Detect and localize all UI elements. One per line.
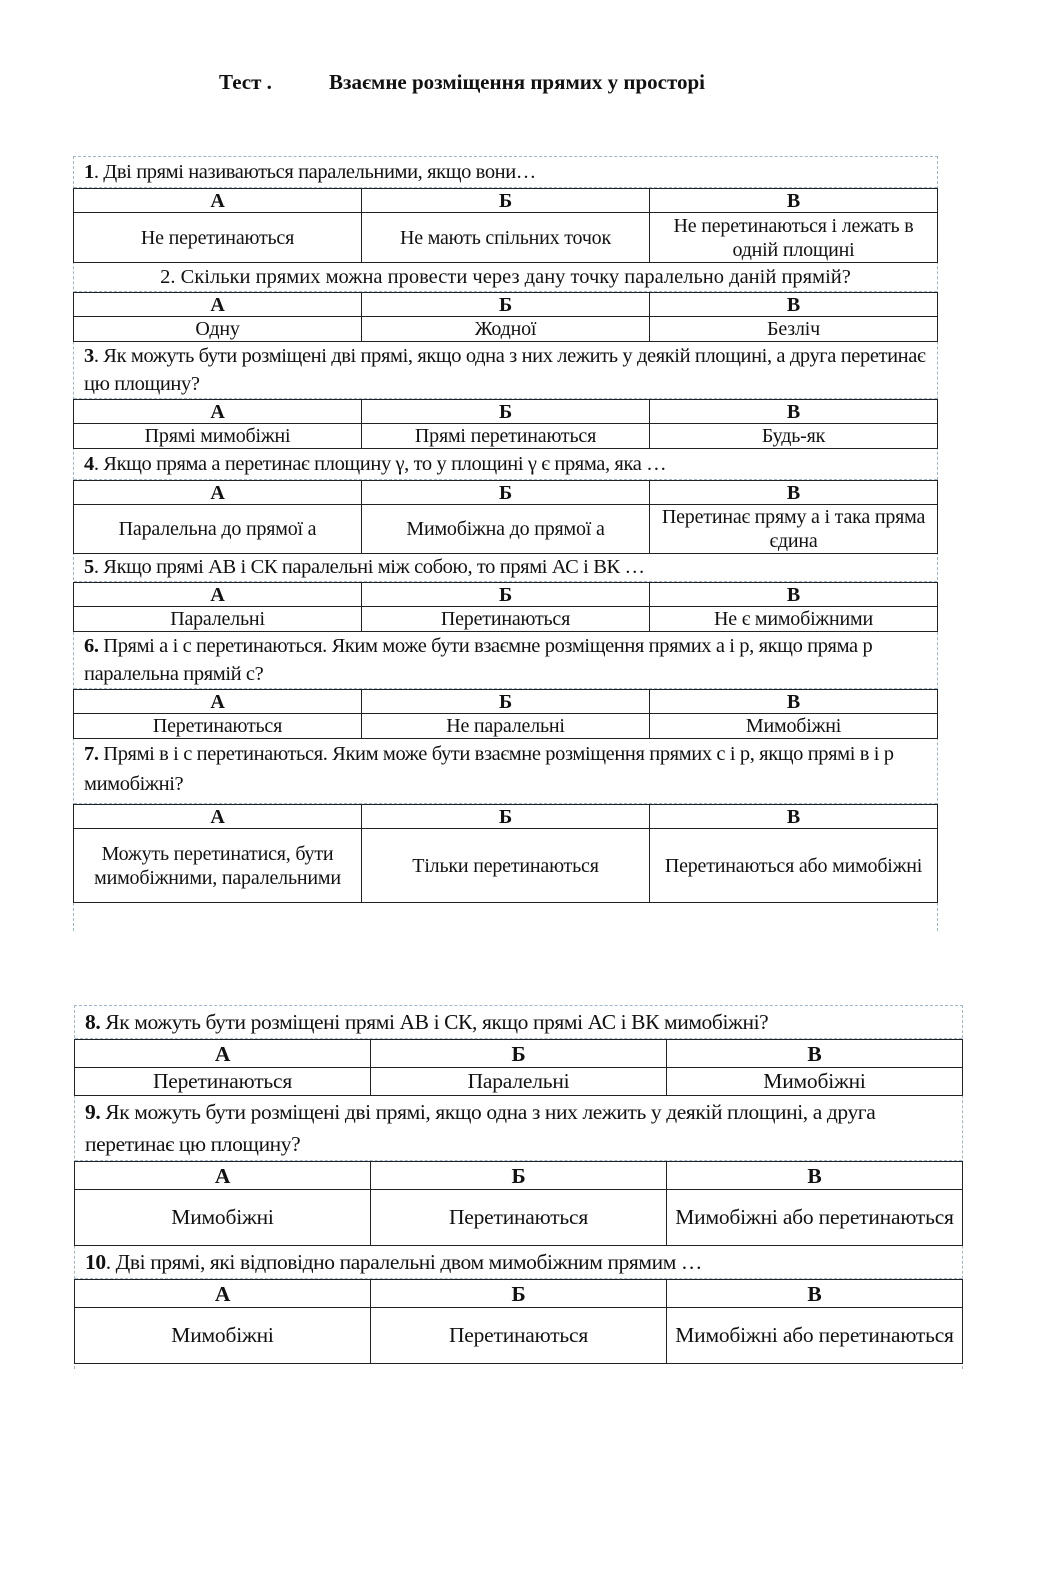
- answer-v: Перетинає пряму a і така пряма єдина: [650, 505, 938, 554]
- answer-a: Мимобіжні: [75, 1190, 371, 1246]
- answer-table-8: [74, 1039, 963, 1096]
- question-number: 6.: [84, 635, 99, 657]
- answer-b: Тільки перетинаються: [362, 829, 650, 903]
- option-header-v: В: [650, 293, 938, 317]
- answer-table-10: [74, 1279, 963, 1364]
- question-9: [75, 1096, 962, 1161]
- question-text: Як можуть бути розміщені дві прямі, якщо одна з них лежить у деякій площині, а друга перетинає цю площину?: [85, 1100, 876, 1156]
- option-header-a: А: [74, 690, 362, 714]
- questions-block-1: [73, 156, 938, 931]
- answer-v: Будь-як: [650, 424, 938, 449]
- answer-table-3: [73, 399, 938, 449]
- answer-a: Паралельна до прямої a: [74, 505, 362, 554]
- question-number: 7.: [84, 743, 99, 765]
- answer-b: Жодної: [362, 317, 650, 342]
- answer-b: Мимобіжна до прямої a: [362, 505, 650, 554]
- answer-table-1: [73, 188, 938, 263]
- answer-b: Не паралельні: [362, 714, 650, 739]
- answer-table-4: [73, 480, 938, 554]
- option-header-b: Б: [371, 1280, 667, 1308]
- option-header-b: Б: [362, 293, 650, 317]
- question-text: . Дві прямі називаються паралельними, якщо вони…: [93, 161, 536, 183]
- answer-table-2: [73, 292, 938, 342]
- question-text: . Якщо пряма a перетинає площину γ, то у площині γ є пряма, яка …: [93, 453, 667, 475]
- option-header-v: В: [667, 1280, 963, 1308]
- option-header-v: В: [667, 1162, 963, 1190]
- option-header-v: В: [650, 189, 938, 213]
- option-header-b: Б: [362, 805, 650, 829]
- question-10: [75, 1246, 962, 1279]
- question-number: 9.: [85, 1100, 101, 1124]
- option-header-a: А: [74, 189, 362, 213]
- answer-a: Перетинаються: [75, 1068, 371, 1096]
- question-number: 5: [84, 556, 94, 578]
- option-header-b: Б: [362, 583, 650, 607]
- answer-v: Мимобіжні: [650, 714, 938, 739]
- question-text: Прямі в і с перетинаються. Яким може бути взаємне розміщення прямих c і p, якщо прямі в і p мимобіжні?: [84, 743, 894, 795]
- answer-b: Перетинаються: [371, 1190, 667, 1246]
- question-8: [75, 1006, 962, 1039]
- answer-a: Перетинаються: [74, 714, 362, 739]
- answer-b: Паралельні: [371, 1068, 667, 1096]
- option-header-v: В: [650, 690, 938, 714]
- answer-table-7: [73, 804, 938, 903]
- answer-a: Прямі мимобіжні: [74, 424, 362, 449]
- question-4: [74, 449, 937, 480]
- option-header-v: В: [650, 400, 938, 424]
- question-2: [74, 263, 937, 292]
- answer-v: Перетинаються або мимобіжні: [650, 829, 938, 903]
- answer-table-9: [74, 1161, 963, 1246]
- answer-a: Паралельні: [74, 607, 362, 632]
- question-text: . Якщо прямі АВ і СК паралельні між собою, то прямі АС і ВК …: [93, 556, 645, 578]
- answer-b: Не мають спільних точок: [362, 213, 650, 263]
- question-number: 8.: [85, 1010, 101, 1034]
- option-header-a: А: [75, 1162, 371, 1190]
- option-header-b: Б: [362, 690, 650, 714]
- answer-a: Мимобіжні: [75, 1308, 371, 1364]
- question-text: . Дві прямі, які відповідно паралельні двом мимобіжним прямим …: [105, 1250, 703, 1274]
- option-header-a: А: [75, 1040, 371, 1068]
- answer-v: Мимобіжні або перетинаються: [667, 1308, 963, 1364]
- option-header-b: Б: [371, 1040, 667, 1068]
- answer-b: Прямі перетинаються: [362, 424, 650, 449]
- option-header-b: Б: [362, 400, 650, 424]
- title-text: Взаємне розміщення прямих у просторі: [329, 70, 706, 94]
- question-text: Як можуть бути розміщені прямі АВ і СК, якщо прямі АС і ВК мимобіжні?: [100, 1010, 769, 1034]
- option-header-v: В: [650, 583, 938, 607]
- option-header-v: В: [650, 481, 938, 505]
- question-7: [74, 739, 937, 804]
- option-header-v: В: [667, 1040, 963, 1068]
- answer-a: Не перетинаються: [74, 213, 362, 263]
- questions-block-2: [74, 1005, 963, 1369]
- option-header-v: В: [650, 805, 938, 829]
- answer-table-6: [73, 689, 938, 739]
- answer-v: Не є мимобіжними: [650, 607, 938, 632]
- option-header-a: А: [74, 400, 362, 424]
- title-prefix: Тест .: [219, 70, 272, 94]
- question-text: . Як можуть бути розміщені дві прямі, якщо одна з них лежить у деякій площині, а друга перетинає цю площину?: [84, 345, 926, 395]
- answer-v: Не перетинаються і лежать в одній площині: [650, 213, 938, 263]
- answer-b: Перетинаються: [371, 1308, 667, 1364]
- question-1: [74, 157, 937, 188]
- question-3: [74, 342, 937, 399]
- question-text: Прямі a і c перетинаються. Яким може бути взаємне розміщення прямих a і p, якщо пряма p паралельна прямій c?: [84, 635, 873, 685]
- question-number: 1: [84, 161, 94, 183]
- option-header-b: Б: [371, 1162, 667, 1190]
- option-header-a: А: [74, 481, 362, 505]
- option-header-a: А: [75, 1280, 371, 1308]
- question-5: [74, 554, 937, 582]
- answer-table-5: [73, 582, 938, 632]
- answer-v: Мимобіжні: [667, 1068, 963, 1096]
- question-6: [74, 632, 937, 689]
- option-header-b: Б: [362, 481, 650, 505]
- option-header-a: А: [74, 293, 362, 317]
- answer-a: Одну: [74, 317, 362, 342]
- question-text: 2. Скільки прямих можна провести через дану точку паралельно даній прямій?: [160, 266, 851, 288]
- option-header-a: А: [74, 805, 362, 829]
- answer-v: Мимобіжні або перетинаються: [667, 1190, 963, 1246]
- question-number: 3: [84, 345, 94, 367]
- option-header-b: Б: [362, 189, 650, 213]
- answer-b: Перетинаються: [362, 607, 650, 632]
- answer-v: Безліч: [650, 317, 938, 342]
- question-number: 10: [85, 1250, 106, 1274]
- question-number: 4: [84, 453, 94, 475]
- answer-a: Можуть перетинатися, бути мимобіжними, паралельними: [74, 829, 362, 903]
- option-header-a: А: [74, 583, 362, 607]
